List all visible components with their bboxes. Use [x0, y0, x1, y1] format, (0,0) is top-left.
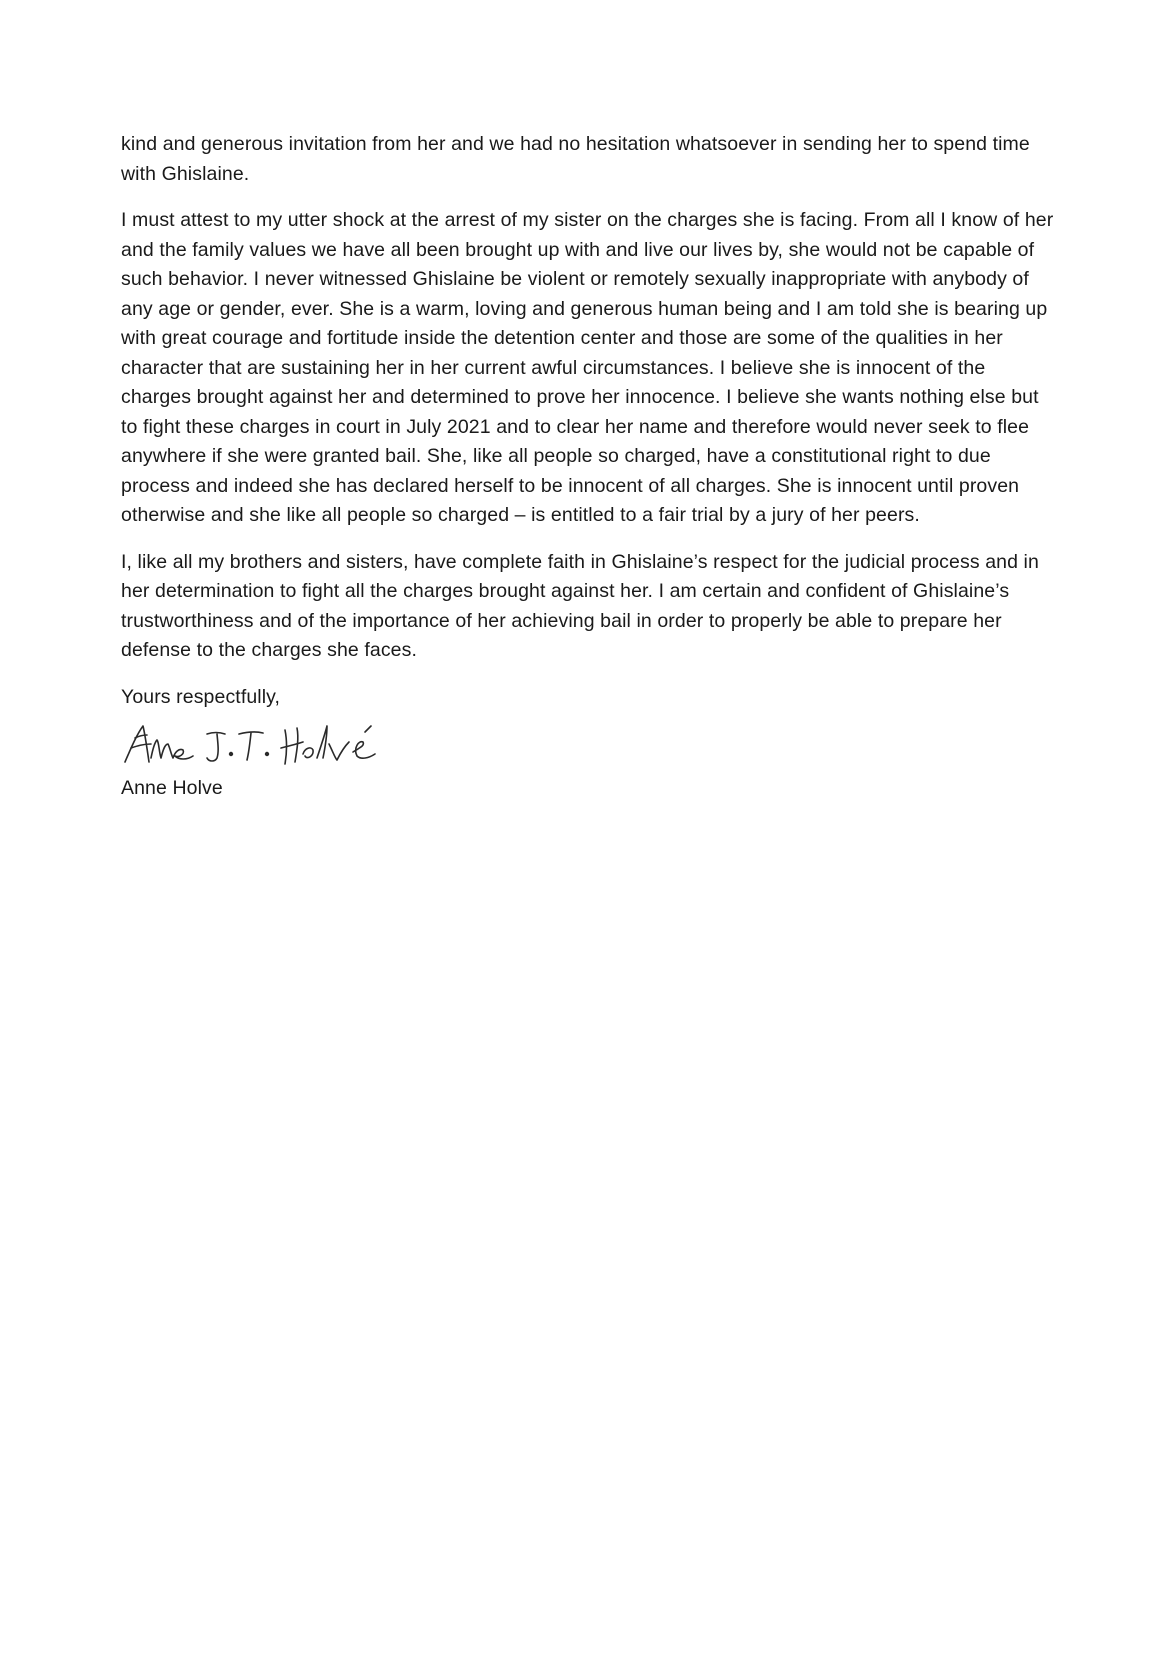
signer-name: Anne Holve: [121, 777, 223, 799]
letter-body: [121, 130, 1059, 804]
paragraph-attestation: I must attest to my utter shock at the arrest of my sister on the charges she is facing. From all I know of her and the family values we have all been brought up with and live our lives by, she would not be capable of such behavior. I never witnessed Ghislaine be violent or remotely sexually inappropriate with anybody of any age or gender, ever. She is a warm, loving and generous human being and I am told she is bearing up with great courage and fortitude inside the detention center and those are some of the qualities in her character that are sustaining her in her current awful circumstances. I believe she is innocent of the charges brought against her and determined to prove her innocence. I believe she wants nothing else but to fight these charges in court in July 2021 and to clear her name and therefore would never seek to flee anywhere if she were granted bail. She, like all people so charged, have a constitutional right to due process and indeed she has declared herself to be innocent of all charges. She is innocent until proven otherwise and she like all people so charged – is entitled to a fair trial by a jury of her peers.: [121, 209, 1054, 526]
closing-salutation: Yours respectfully,: [121, 685, 281, 708]
paragraph-faith: I, like all my brothers and sisters, have complete faith in Ghislaine’s respect for the judicial process and in her determination to fight all the charges brought against her. I am certain and confident of Ghislaine’s trustworthiness and of the importance of her achieving bail in order to properly be able to prepare her defense to the charges she faces.: [121, 550, 1039, 661]
paragraph-invitation: kind and generous invitation from her and we had no hesitation whatsoever in sending her to spend time with Ghislaine.: [121, 133, 1030, 185]
handwritten-signature: [121, 718, 401, 774]
